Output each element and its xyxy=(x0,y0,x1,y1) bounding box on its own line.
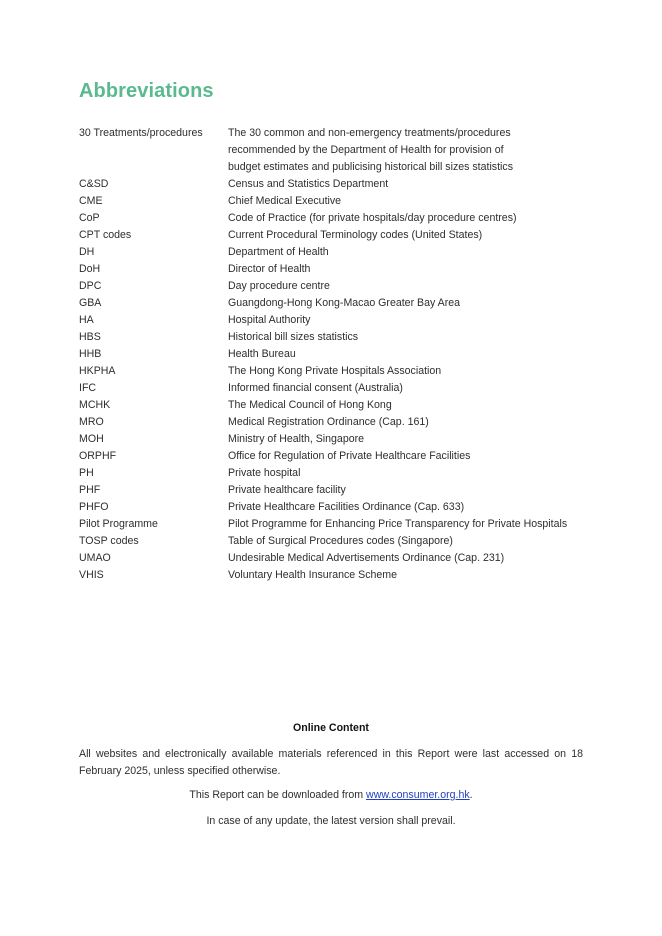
abbreviation-definition xyxy=(228,499,589,516)
abbreviation-row xyxy=(79,346,589,363)
abbreviation-definition xyxy=(228,346,589,363)
abbreviation-row xyxy=(79,550,589,567)
definition-line: Guangdong-Hong Kong-Macao Greater Bay Area xyxy=(228,297,461,309)
abbreviation-row xyxy=(79,431,589,448)
definition-line: Office for Regulation of Private Healthcare Facilities xyxy=(228,450,471,462)
abbreviation-term: DH xyxy=(79,246,95,258)
abbreviation-term: 30 Treatments/procedures xyxy=(79,127,203,139)
download-prefix: This Report can be downloaded from xyxy=(189,789,367,801)
definition-line: recommended by the Department of Health for provision of xyxy=(228,144,504,156)
definition-line: Undesirable Medical Advertisements Ordinance (Cap. 231) xyxy=(228,552,505,564)
abbreviation-term: UMAO xyxy=(79,552,111,564)
definition-line: Department of Health xyxy=(228,246,329,258)
abbreviation-term: MRO xyxy=(79,416,104,428)
definition-line: Current Procedural Terminology codes (United States) xyxy=(228,229,483,241)
online-content-paragraph: All websites and electronically available materials referenced in this Report were last accessed on 18 February 2025, unless specified otherwise. xyxy=(79,748,583,777)
abbreviation-row xyxy=(79,176,589,193)
definition-line: Voluntary Health Insurance Scheme xyxy=(228,569,398,581)
abbreviations-list xyxy=(79,125,589,584)
definition-line: Chief Medical Executive xyxy=(228,195,342,207)
abbreviation-row xyxy=(79,193,589,210)
abbreviation-definition xyxy=(228,397,589,414)
definition-line: The Medical Council of Hong Kong xyxy=(228,399,392,411)
definition-line: Hospital Authority xyxy=(228,314,311,326)
definition-line: Private healthcare facility xyxy=(228,484,346,496)
abbreviation-row xyxy=(79,516,589,533)
abbreviation-term: MCHK xyxy=(79,399,111,411)
abbreviation-definition xyxy=(228,295,589,312)
abbreviation-definition xyxy=(228,550,589,567)
abbreviation-term: HHB xyxy=(79,348,102,360)
download-suffix: . xyxy=(469,789,473,801)
definition-line: Ministry of Health, Singapore xyxy=(228,433,365,445)
definition-line: The Hong Kong Private Hospitals Association xyxy=(228,365,442,377)
abbreviation-term: PHF xyxy=(79,484,101,496)
abbreviation-row xyxy=(79,295,589,312)
abbreviation-term: TOSP codes xyxy=(79,535,139,547)
abbreviation-term: HBS xyxy=(79,331,101,343)
abbreviation-row xyxy=(79,465,589,482)
abbreviation-row xyxy=(79,448,589,465)
definition-line: budget estimates and publicising historical bill sizes statistics xyxy=(228,161,513,173)
definition-line: Private hospital xyxy=(228,467,301,479)
definition-line: Director of Health xyxy=(228,263,311,275)
definition-line: Private Healthcare Facilities Ordinance (Cap. 633) xyxy=(228,501,465,513)
definition-line: Historical bill sizes statistics xyxy=(228,331,359,343)
abbreviation-term: GBA xyxy=(79,297,102,309)
abbreviation-definition xyxy=(228,448,589,465)
abbreviation-row xyxy=(79,499,589,516)
abbreviation-term: CPT codes xyxy=(79,229,132,241)
abbreviation-term: PH xyxy=(79,467,94,479)
abbreviation-row xyxy=(79,397,589,414)
definition-line: Medical Registration Ordinance (Cap. 161) xyxy=(228,416,429,428)
abbreviation-term: IFC xyxy=(79,382,97,394)
abbreviation-row xyxy=(79,210,589,227)
abbreviation-row xyxy=(79,363,589,380)
abbreviation-definition xyxy=(228,516,589,533)
abbreviation-row xyxy=(79,567,589,584)
abbreviation-term: Pilot Programme xyxy=(79,518,158,530)
page-title: Abbreviations xyxy=(79,80,214,102)
definition-line: Pilot Programme for Enhancing Price Transparency for Private Hospitals xyxy=(228,518,568,530)
abbreviation-row xyxy=(79,533,589,550)
definition-line: Day procedure centre xyxy=(228,280,330,292)
abbreviation-definition xyxy=(228,210,589,227)
abbreviation-row xyxy=(79,380,589,397)
abbreviation-definition xyxy=(228,363,589,380)
abbreviation-term: C&SD xyxy=(79,178,109,190)
abbreviation-definition xyxy=(228,227,589,244)
update-note: In case of any update, the latest version shall prevail. xyxy=(206,815,456,827)
abbreviation-row xyxy=(79,482,589,499)
abbreviation-definition xyxy=(228,380,589,397)
abbreviation-definition xyxy=(228,431,589,448)
abbreviation-definition xyxy=(228,414,589,431)
abbreviation-definition xyxy=(228,193,589,210)
abbreviation-row xyxy=(79,261,589,278)
download-line xyxy=(79,787,583,804)
definition-line: Census and Statistics Department xyxy=(228,178,389,190)
abbreviation-term: MOH xyxy=(79,433,104,445)
abbreviation-term: CME xyxy=(79,195,103,207)
abbreviation-row xyxy=(79,227,589,244)
abbreviation-definition xyxy=(228,261,589,278)
online-content-heading: Online Content xyxy=(293,722,369,734)
abbreviation-definition xyxy=(228,567,589,584)
abbreviation-row xyxy=(79,329,589,346)
abbreviation-term: DPC xyxy=(79,280,102,292)
abbreviation-definition xyxy=(228,533,589,550)
definition-line: Table of Surgical Procedures codes (Singapore) xyxy=(228,535,453,547)
abbreviation-definition xyxy=(228,312,589,329)
abbreviation-term: HA xyxy=(79,314,94,326)
definition-line: The 30 common and non-emergency treatments/procedures xyxy=(228,127,511,139)
consumer-website-link[interactable]: www.consumer.org.hk xyxy=(366,789,470,801)
abbreviation-row xyxy=(79,244,589,261)
abbreviation-definition xyxy=(228,465,589,482)
abbreviation-term: HKPHA xyxy=(79,365,116,377)
abbreviation-row xyxy=(79,278,589,295)
abbreviation-term: ORPHF xyxy=(79,450,117,462)
abbreviation-definition xyxy=(228,176,589,193)
definition-line: Informed financial consent (Australia) xyxy=(228,382,403,394)
abbreviation-definition xyxy=(228,125,589,176)
abbreviation-definition xyxy=(228,329,589,346)
definition-line: Health Bureau xyxy=(228,348,296,360)
abbreviation-row xyxy=(79,312,589,329)
abbreviation-row xyxy=(79,414,589,431)
abbreviation-definition xyxy=(228,278,589,295)
abbreviation-term: VHIS xyxy=(79,569,104,581)
abbreviation-row xyxy=(79,125,589,176)
abbreviation-term: DoH xyxy=(79,263,101,275)
abbreviation-term: CoP xyxy=(79,212,100,224)
abbreviation-definition xyxy=(228,244,589,261)
abbreviation-definition xyxy=(228,482,589,499)
abbreviation-term: PHFO xyxy=(79,501,109,513)
definition-line: Code of Practice (for private hospitals/day procedure centres) xyxy=(228,212,517,224)
